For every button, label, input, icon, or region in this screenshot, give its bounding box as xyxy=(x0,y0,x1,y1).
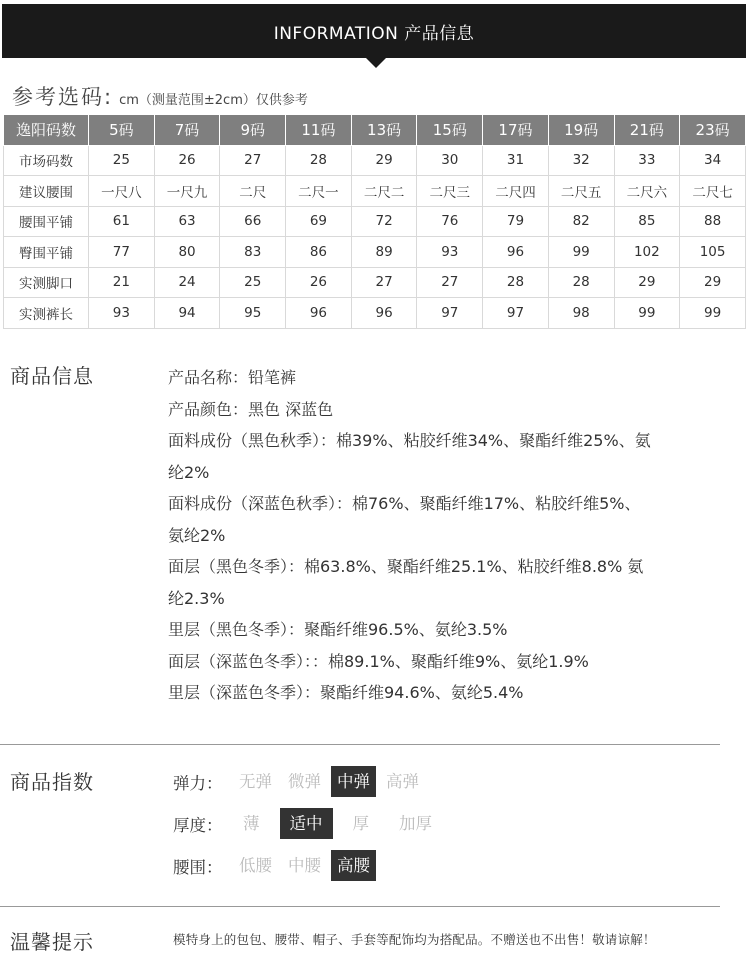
size-table-header xyxy=(4,115,746,146)
table-row xyxy=(4,267,746,298)
header-cell: 11码 xyxy=(286,115,352,146)
table-cell: 89 xyxy=(351,237,417,268)
divider xyxy=(0,906,720,907)
header-cell: 19码 xyxy=(548,115,614,146)
product-info-line: 氨纶2% xyxy=(168,525,226,545)
table-cell: 32 xyxy=(548,145,614,176)
waist-option-unselected[interactable]: 中腰 xyxy=(288,856,321,875)
table-cell: 二尺五 xyxy=(548,176,614,207)
thickness-option-unselected[interactable]: 厚 xyxy=(352,814,369,833)
header-cell: 21码 xyxy=(614,115,680,146)
table-cell: 二尺 xyxy=(220,176,286,207)
table-cell: 34 xyxy=(680,145,746,176)
waist-label: 腰围： xyxy=(173,857,223,877)
product-info-label: 商品信息 xyxy=(10,364,94,388)
table-cell: 102 xyxy=(614,237,680,268)
table-cell: 99 xyxy=(548,237,614,268)
table-cell: 86 xyxy=(286,237,352,268)
table-cell: 105 xyxy=(680,237,746,268)
product-info-line: 里层（黑色冬季）：聚酯纤维96.5%、氨纶3.5% xyxy=(168,620,508,639)
tips-text: 模特身上的包包、腰带、帽子、手套等配饰均为搭配品。不赠送也不出售！敬请谅解！ xyxy=(173,932,656,947)
row-label-cell: 实测脚口 xyxy=(4,267,89,298)
table-cell: 27 xyxy=(417,267,483,298)
row-label-cell: 实测裤长 xyxy=(4,298,89,329)
divider xyxy=(0,744,720,745)
header-cell: 13码 xyxy=(351,115,417,146)
product-index-panel xyxy=(173,766,452,892)
table-cell: 27 xyxy=(220,145,286,176)
header-cell: 逸阳码数 xyxy=(4,115,89,146)
table-cell: 80 xyxy=(154,237,220,268)
table-cell: 28 xyxy=(286,145,352,176)
elasticity-row xyxy=(173,766,452,797)
table-cell: 28 xyxy=(548,267,614,298)
table-cell: 76 xyxy=(417,206,483,237)
size-table-body xyxy=(4,145,746,328)
header-cell: 9码 xyxy=(220,115,286,146)
table-cell: 97 xyxy=(483,298,549,329)
product-info-line: 产品颜色：黑色 深蓝色 xyxy=(168,399,334,419)
table-cell: 72 xyxy=(351,206,417,237)
table-row xyxy=(4,145,746,176)
table-cell: 99 xyxy=(680,298,746,329)
thickness-option-selected[interactable]: 适中 xyxy=(280,808,333,839)
header-cell: 17码 xyxy=(483,115,549,146)
row-label-cell: 臀围平铺 xyxy=(4,237,89,268)
table-row xyxy=(4,298,746,329)
product-index-label: 商品指数 xyxy=(10,770,94,794)
product-info-line: 产品名称：铅笔裤 xyxy=(168,368,297,387)
banner-title: INFORMATION 产品信息 xyxy=(2,4,746,58)
table-cell: 一尺九 xyxy=(154,176,220,207)
table-cell: 93 xyxy=(89,298,155,329)
product-info-line: 面料成份（黑色秋季）：棉39%、粘胶纤维34%、聚酯纤维25%、氨 xyxy=(168,431,651,450)
table-cell: 27 xyxy=(351,267,417,298)
table-cell: 63 xyxy=(154,206,220,237)
table-cell: 24 xyxy=(154,267,220,298)
elasticity-option-unselected[interactable]: 无弹 xyxy=(239,772,272,791)
table-cell: 28 xyxy=(483,267,549,298)
table-cell: 25 xyxy=(89,145,155,176)
table-cell: 二尺七 xyxy=(680,176,746,207)
table-cell: 二尺一 xyxy=(286,176,352,207)
table-cell: 21 xyxy=(89,267,155,298)
size-table xyxy=(3,114,746,329)
row-label-cell: 市场码数 xyxy=(4,145,89,176)
table-cell: 29 xyxy=(614,267,680,298)
table-cell: 96 xyxy=(483,237,549,268)
table-cell: 88 xyxy=(680,206,746,237)
elasticity-option-selected[interactable]: 中弹 xyxy=(331,766,376,797)
header-cell: 5码 xyxy=(89,115,155,146)
table-cell: 30 xyxy=(417,145,483,176)
table-cell: 29 xyxy=(351,145,417,176)
table-cell: 96 xyxy=(351,298,417,329)
table-cell: 97 xyxy=(417,298,483,329)
table-cell: 29 xyxy=(680,267,746,298)
product-info-line: 面料成份（深蓝色秋季）：棉76%、聚酯纤维17%、粘胶纤维5%、 xyxy=(168,494,641,513)
table-cell: 二尺二 xyxy=(351,176,417,207)
size-ref-note: cm（测量范围±2cm）仅供参考 xyxy=(119,93,308,108)
thickness-label: 厚度： xyxy=(173,815,223,835)
product-info-line: 纶2.3% xyxy=(168,588,225,608)
table-cell: 83 xyxy=(220,237,286,268)
tips-label: 温馨提示 xyxy=(10,930,94,954)
waist-option-unselected[interactable]: 低腰 xyxy=(239,856,272,875)
table-cell: 二尺六 xyxy=(614,176,680,207)
row-label-cell: 腰围平铺 xyxy=(4,206,89,237)
table-cell: 82 xyxy=(548,206,614,237)
size-ref-title: 参考选码: xyxy=(12,85,114,109)
table-cell: 33 xyxy=(614,145,680,176)
table-row xyxy=(4,206,746,237)
row-label-cell: 建议腰围 xyxy=(4,176,89,207)
table-cell: 二尺三 xyxy=(417,176,483,207)
table-cell: 95 xyxy=(220,298,286,329)
table-cell: 31 xyxy=(483,145,549,176)
table-cell: 99 xyxy=(614,298,680,329)
table-cell: 26 xyxy=(154,145,220,176)
table-cell: 25 xyxy=(220,267,286,298)
table-cell: 一尺八 xyxy=(89,176,155,207)
waist-row xyxy=(173,850,452,881)
product-info-list xyxy=(168,362,728,709)
product-info-line: 纶2% xyxy=(168,462,210,482)
table-cell: 93 xyxy=(417,237,483,268)
table-cell: 69 xyxy=(286,206,352,237)
thickness-option-unselected[interactable]: 薄 xyxy=(243,814,260,833)
size-ref-heading xyxy=(12,81,308,111)
product-info-line: 面层（深蓝色冬季）：：棉89.1%、聚酯纤维9%、氨纶1.9% xyxy=(168,651,589,671)
table-cell: 85 xyxy=(614,206,680,237)
table-cell: 二尺四 xyxy=(483,176,549,207)
header-cell: 15码 xyxy=(417,115,483,146)
table-cell: 66 xyxy=(220,206,286,237)
table-cell: 26 xyxy=(286,267,352,298)
banner-pointer-icon xyxy=(365,57,387,68)
thickness-row xyxy=(173,808,452,839)
header-cell: 7码 xyxy=(154,115,220,146)
table-cell: 98 xyxy=(548,298,614,329)
header-cell: 23码 xyxy=(680,115,746,146)
product-info-line: 面层（黑色冬季）：棉63.8%、聚酯纤维25.1%、粘胶纤维8.8% 氨 xyxy=(168,557,644,576)
table-cell: 96 xyxy=(286,298,352,329)
table-cell: 94 xyxy=(154,298,220,329)
elasticity-option-unselected[interactable]: 高弹 xyxy=(386,772,419,791)
elasticity-label: 弹力： xyxy=(173,773,223,793)
table-cell: 79 xyxy=(483,206,549,237)
table-cell: 61 xyxy=(89,206,155,237)
table-row xyxy=(4,176,746,207)
product-info-line: 里层（深蓝色冬季）：聚酯纤维94.6%、氨纶5.4% xyxy=(168,683,524,702)
elasticity-option-unselected[interactable]: 微弹 xyxy=(288,772,321,791)
thickness-option-unselected[interactable]: 加厚 xyxy=(399,814,432,833)
info-banner xyxy=(0,0,750,62)
waist-option-selected[interactable]: 高腰 xyxy=(331,850,376,881)
table-cell: 77 xyxy=(89,237,155,268)
table-row xyxy=(4,237,746,268)
